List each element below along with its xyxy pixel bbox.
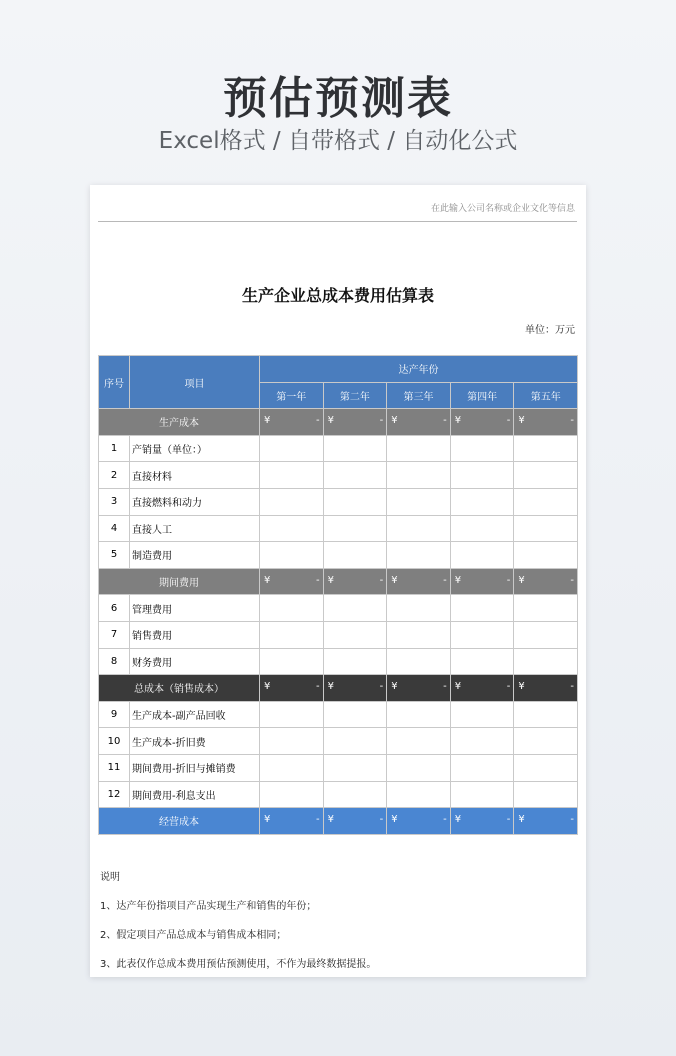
value-cell[interactable]	[387, 648, 451, 675]
table-row	[99, 754, 578, 781]
note-item: 1、达产年份指项目产品实现生产和销售的年份；	[100, 901, 317, 912]
value-cell[interactable]	[323, 435, 387, 462]
row-item[interactable]: 财务费用	[130, 648, 260, 675]
empty-value: -	[570, 415, 575, 427]
table-row	[99, 781, 578, 808]
currency-symbol: ¥	[327, 814, 334, 826]
value-cell[interactable]	[387, 701, 451, 728]
value-cell[interactable]	[514, 515, 578, 542]
value-cell[interactable]	[387, 808, 451, 835]
header-divider	[98, 221, 577, 222]
table-row	[99, 595, 578, 622]
value-cell[interactable]	[514, 808, 578, 835]
currency-symbol: ¥	[391, 415, 398, 427]
value-cell[interactable]	[387, 488, 451, 515]
notes-heading: 说明	[100, 872, 120, 883]
empty-value: -	[443, 574, 447, 586]
value-cell[interactable]	[514, 701, 578, 728]
value-cell[interactable]	[514, 462, 578, 489]
currency-symbol: ¥	[391, 814, 398, 826]
value-cell[interactable]	[514, 542, 578, 569]
value-cell[interactable]	[387, 728, 451, 755]
row-item[interactable]: 生产成本-折旧费	[130, 728, 260, 755]
currency-symbol: ¥	[518, 415, 525, 427]
value-cell[interactable]	[387, 675, 451, 702]
empty-value: -	[315, 814, 320, 826]
value-cell[interactable]	[323, 595, 387, 622]
header-year-1[interactable]: 第一年	[260, 382, 324, 409]
table-body	[99, 409, 578, 835]
table-row	[99, 462, 578, 489]
row-item[interactable]: 生产成本-副产品回收	[130, 701, 260, 728]
header-row	[99, 356, 578, 383]
value-cell[interactable]	[260, 621, 324, 648]
empty-value: -	[506, 814, 511, 826]
value-cell[interactable]	[514, 488, 578, 515]
section-operating-cost	[99, 808, 578, 835]
value-cell[interactable]	[514, 728, 578, 755]
value-cell[interactable]	[387, 462, 451, 489]
row-number[interactable]: 2	[99, 462, 130, 489]
header-year-4[interactable]: 第四年	[450, 382, 514, 409]
value-cell[interactable]	[323, 515, 387, 542]
row-item[interactable]: 制造费用	[130, 542, 260, 569]
value-cell[interactable]	[387, 595, 451, 622]
row-number[interactable]: 3	[99, 488, 130, 515]
section-production-cost	[99, 409, 578, 436]
table-row	[99, 701, 578, 728]
value-cell[interactable]	[323, 621, 387, 648]
table-row	[99, 515, 578, 542]
section-label[interactable]: 总成本（销售成本）	[99, 675, 260, 702]
empty-value: -	[379, 415, 384, 427]
value-cell[interactable]	[514, 595, 578, 622]
value-cell[interactable]	[260, 675, 324, 702]
empty-value: -	[443, 415, 447, 427]
row-item[interactable]: 直接人工	[130, 515, 260, 542]
value-cell[interactable]	[450, 675, 514, 702]
header-year-5[interactable]: 第五年	[514, 382, 578, 409]
value-cell[interactable]	[260, 728, 324, 755]
row-number[interactable]: 5	[99, 542, 130, 569]
header-year-3[interactable]: 第三年	[387, 382, 451, 409]
currency-symbol: ¥	[264, 681, 271, 693]
value-cell[interactable]	[260, 462, 324, 489]
value-cell[interactable]	[260, 542, 324, 569]
table-row	[99, 542, 578, 569]
hero-subtitle: Excel格式 / 自带格式 / 自动化公式	[158, 128, 518, 154]
row-number[interactable]: 7	[99, 621, 130, 648]
currency-symbol: ¥	[391, 681, 398, 693]
currency-symbol: ¥	[264, 574, 271, 586]
value-cell[interactable]	[450, 488, 514, 515]
row-item[interactable]: 期间费用-利息支出	[130, 781, 260, 808]
empty-value: -	[315, 574, 320, 586]
row-number[interactable]: 10	[99, 728, 130, 755]
value-cell[interactable]	[260, 754, 324, 781]
currency-symbol: ¥	[454, 814, 462, 826]
empty-value: -	[315, 681, 320, 693]
header-no[interactable]: 序号	[99, 356, 130, 409]
row-item[interactable]: 直接材料	[130, 462, 260, 489]
company-info-placeholder[interactable]: 在此输入公司名称或企业文化等信息	[430, 204, 575, 214]
value-cell[interactable]	[323, 462, 387, 489]
section-label[interactable]: 生产成本	[99, 409, 260, 436]
table-row	[99, 488, 578, 515]
value-cell[interactable]	[260, 409, 324, 436]
empty-value: -	[379, 574, 384, 586]
header-item[interactable]: 项目	[130, 356, 260, 409]
empty-value: -	[443, 814, 447, 826]
hero-title: 预估预测表	[223, 73, 453, 124]
section-label[interactable]: 期间费用	[99, 568, 260, 595]
value-cell[interactable]	[323, 781, 387, 808]
value-cell[interactable]	[450, 435, 514, 462]
value-cell[interactable]	[323, 728, 387, 755]
currency-symbol: ¥	[264, 814, 271, 826]
row-item[interactable]: 管理费用	[130, 595, 260, 622]
value-cell[interactable]	[450, 595, 514, 622]
value-cell[interactable]	[514, 409, 578, 436]
value-cell[interactable]	[514, 621, 578, 648]
row-number[interactable]: 9	[99, 701, 130, 728]
note-item: 3、此表仅作总成本费用预估预测使用，不作为最终数据提报。	[100, 959, 377, 970]
table-row	[99, 648, 578, 675]
currency-symbol: ¥	[391, 574, 398, 586]
value-cell[interactable]	[387, 568, 451, 595]
unit-label: 单位：万元	[525, 325, 575, 336]
table-row	[99, 621, 578, 648]
value-cell[interactable]	[450, 781, 514, 808]
currency-symbol: ¥	[518, 681, 525, 693]
empty-value: -	[315, 415, 320, 427]
spreadsheet-page	[90, 185, 586, 977]
value-cell[interactable]	[323, 754, 387, 781]
currency-symbol: ¥	[454, 574, 462, 586]
notes	[100, 868, 376, 984]
value-cell[interactable]	[514, 568, 578, 595]
value-cell[interactable]	[260, 701, 324, 728]
value-cell[interactable]	[387, 409, 451, 436]
currency-symbol: ¥	[327, 574, 334, 586]
row-number[interactable]: 12	[99, 781, 130, 808]
value-cell[interactable]	[323, 808, 387, 835]
value-cell[interactable]	[514, 754, 578, 781]
empty-value: -	[379, 681, 384, 693]
empty-value: -	[506, 415, 511, 427]
value-cell[interactable]	[260, 781, 324, 808]
header-year-2[interactable]: 第二年	[323, 382, 387, 409]
value-cell[interactable]	[450, 728, 514, 755]
value-cell[interactable]	[450, 542, 514, 569]
row-item[interactable]: 期间费用-折旧与摊销费	[130, 754, 260, 781]
value-cell[interactable]	[260, 568, 324, 595]
value-cell[interactable]	[450, 568, 514, 595]
sheet-title: 生产企业总成本费用估算表	[241, 286, 434, 305]
value-cell[interactable]	[450, 754, 514, 781]
value-cell[interactable]	[514, 781, 578, 808]
section-period-expense	[99, 568, 578, 595]
value-cell[interactable]	[260, 435, 324, 462]
header-years-group[interactable]: 达产年份	[260, 356, 578, 383]
value-cell[interactable]	[323, 542, 387, 569]
empty-value: -	[443, 681, 447, 693]
note-item: 2、假定项目产品总成本与销售成本相同；	[100, 930, 287, 941]
row-number[interactable]: 6	[99, 595, 130, 622]
value-cell[interactable]	[323, 675, 387, 702]
row-number[interactable]: 1	[99, 435, 130, 462]
table-row	[99, 728, 578, 755]
empty-value: -	[379, 814, 384, 826]
value-cell[interactable]	[450, 621, 514, 648]
cost-estimate-table	[98, 355, 578, 835]
currency-symbol: ¥	[454, 415, 462, 427]
row-number[interactable]: 11	[99, 754, 130, 781]
empty-value: -	[570, 681, 575, 693]
currency-symbol: ¥	[264, 415, 271, 427]
value-cell[interactable]	[323, 488, 387, 515]
value-cell[interactable]	[387, 435, 451, 462]
currency-symbol: ¥	[518, 814, 525, 826]
row-number[interactable]: 4	[99, 515, 130, 542]
row-item[interactable]: 直接燃料和动力	[130, 488, 260, 515]
value-cell[interactable]	[387, 781, 451, 808]
currency-symbol: ¥	[454, 681, 462, 693]
value-cell[interactable]	[450, 515, 514, 542]
value-cell[interactable]	[260, 595, 324, 622]
empty-value: -	[506, 681, 511, 693]
empty-value: -	[570, 814, 575, 826]
value-cell[interactable]	[450, 701, 514, 728]
table-row	[99, 435, 578, 462]
value-cell[interactable]	[450, 409, 514, 436]
value-cell[interactable]	[323, 701, 387, 728]
empty-value: -	[570, 574, 575, 586]
empty-value: -	[506, 574, 511, 586]
row-item[interactable]: 产销量（单位：）	[130, 435, 260, 462]
value-cell[interactable]	[323, 568, 387, 595]
value-cell[interactable]	[514, 435, 578, 462]
row-number[interactable]: 8	[99, 648, 130, 675]
value-cell[interactable]	[514, 648, 578, 675]
value-cell[interactable]	[514, 675, 578, 702]
value-cell[interactable]	[387, 621, 451, 648]
currency-symbol: ¥	[327, 681, 334, 693]
value-cell[interactable]	[323, 648, 387, 675]
currency-symbol: ¥	[518, 574, 525, 586]
value-cell[interactable]	[450, 808, 514, 835]
currency-symbol: ¥	[327, 415, 334, 427]
value-cell[interactable]	[260, 488, 324, 515]
value-cell[interactable]	[387, 542, 451, 569]
section-total-cost	[99, 675, 578, 702]
value-cell[interactable]	[387, 754, 451, 781]
value-cell[interactable]	[450, 648, 514, 675]
value-cell[interactable]	[387, 515, 451, 542]
value-cell[interactable]	[450, 462, 514, 489]
row-item[interactable]: 销售费用	[130, 621, 260, 648]
section-label[interactable]: 经营成本	[99, 808, 260, 835]
value-cell[interactable]	[323, 409, 387, 436]
value-cell[interactable]	[260, 515, 324, 542]
value-cell[interactable]	[260, 648, 324, 675]
value-cell[interactable]	[260, 808, 324, 835]
